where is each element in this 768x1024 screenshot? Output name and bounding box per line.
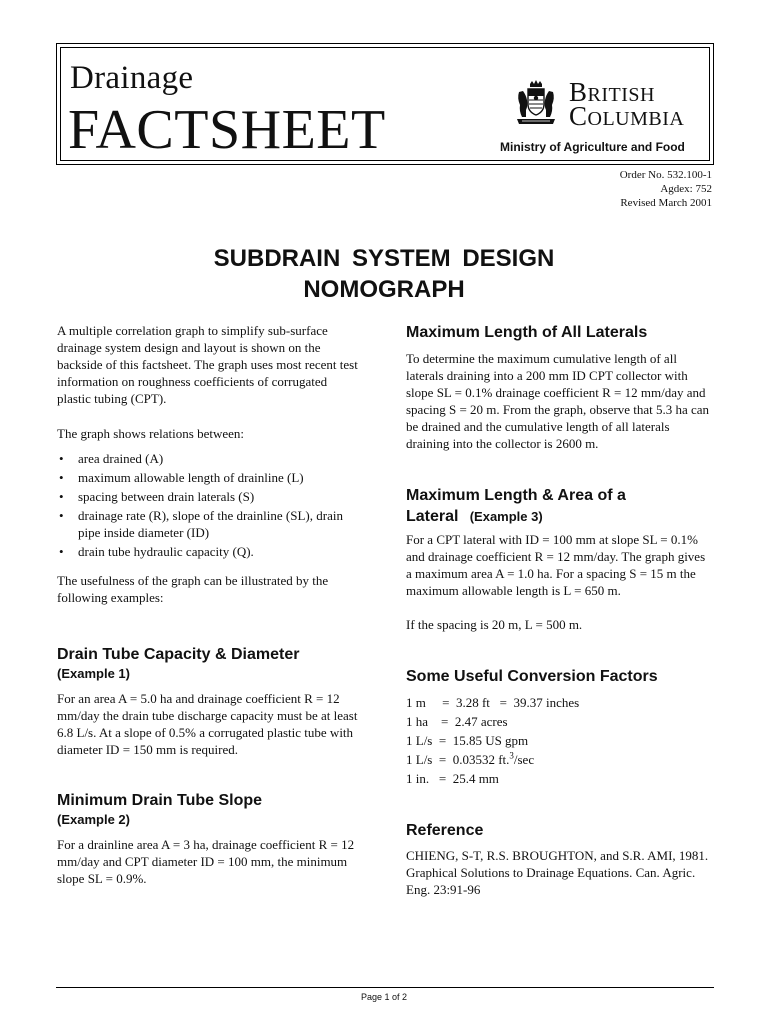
section-heading: Minimum Drain Tube Slope [57, 792, 263, 809]
footer-rule [56, 987, 714, 988]
section-heading: Reference [406, 822, 484, 839]
section-heading: Maximum Length of All Laterals [406, 324, 648, 341]
usefulness-paragraph: The usefulness of the graph can be illustrated by the following examples: [57, 573, 329, 605]
revised-date: Revised March 2001 [620, 197, 712, 209]
bc-wordmark [569, 77, 685, 131]
list-item: • spacing between drain laterals (S) [57, 488, 360, 505]
conversion-row: 1 L/s = 15.85 US gpm [406, 733, 529, 748]
conversion-table [406, 693, 711, 788]
page-number: Page 1 of 2 [360, 992, 408, 1002]
bc-line-columbia: COLUMBIA [569, 101, 685, 131]
order-info [620, 168, 712, 210]
title-line-1: SUBDRAIN SYSTEM DESIGN [213, 245, 555, 272]
document-title [0, 243, 768, 305]
header-box [56, 43, 714, 165]
section-body: For a CPT lateral with ID = 100 mm at slope SL = 0.1% and drainage coefficient R = 12 mm/day. The graph gives a maximum area A = 1.0 ha. For a spacing S = 15 m the maximum allowable length is L = 650 m. [406, 532, 706, 598]
reference-text: CHIENG, S-T, R.S. BROUGHTON, and S.R. AMI, 1981. Graphical Solutions to Drainage Equations. Can. Agric. Eng. 23:91-96 [406, 848, 709, 897]
bc-line-british: BRITISH [569, 77, 655, 107]
example-label: (Example 3) [469, 509, 543, 524]
conversion-row: 1 m = 3.28 ft = 39.37 inches [406, 695, 580, 710]
title-line-2: NOMOGRAPH [303, 276, 465, 303]
relations-intro: The graph shows relations between: [57, 426, 245, 441]
intro-paragraph: A multiple correlation graph to simplify sub-surface drainage system design and layout is shown on the backside of this factsheet. The graph uses most recent test information on roughness coefficients of corrugated plastic tubing (CPT). [57, 323, 358, 406]
section-heading-line-2: Lateral (Example 3) [406, 508, 543, 525]
example-label: (Example 2) [57, 812, 130, 827]
example-label: (Example 1) [57, 666, 130, 681]
conversion-row: 1 ha = 2.47 acres [406, 714, 508, 729]
list-item: • drainage rate (R), slope of the drainline (SL), drain pipe inside diameter (ID) [57, 507, 360, 541]
section-heading: Some Useful Conversion Factors [406, 668, 658, 685]
ministry-name: Ministry of Agriculture and Food [500, 140, 685, 154]
list-item: • area drained (A) [57, 450, 360, 467]
conversion-row: 1 in. = 25.4 mm [406, 771, 499, 786]
bc-coat-of-arms-icon [513, 80, 559, 126]
section-body: To determine the maximum cumulative length of all laterals draining into a 200 mm ID CPT collector with slope SL = 0.1% drainage coefficient R = 12 mm/day and spacing S = 20 m. From the graph, observe that 5.3 ha can be drained and the cumulative length of all laterals draining into the collector is 2600 m. [406, 351, 710, 451]
relations-list [57, 450, 360, 560]
conversion-row: 1 L/s = 0.03532 ft.$^3$/sec [406, 750, 535, 767]
right-column [406, 322, 711, 898]
left-column [57, 322, 360, 887]
section-body: For a drainline area A = 3 ha, drainage coefficient R = 12 mm/day and CPT diameter ID = 100 mm, the minimum slope SL = 0.9%. [57, 837, 355, 886]
agdex: Agdex: 752 [660, 183, 712, 195]
section-heading: Drain Tube Capacity & Diameter [57, 646, 300, 663]
list-item: • drain tube hydraulic capacity (Q). [57, 543, 360, 560]
list-item: • maximum allowable length of drainline (L) [57, 469, 360, 486]
series-title: Drainage [70, 60, 194, 96]
header-inner-frame [60, 47, 710, 161]
section-heading: Maximum Length & Area of a [406, 487, 626, 504]
doc-type-title: FACTSHEET [68, 99, 386, 161]
section-body-2: If the spacing is 20 m, L = 500 m. [406, 617, 583, 632]
section-body: For an area A = 5.0 ha and drainage coefficient R = 12 mm/day the drain tube discharge capacity must be at least 6.8 L/s. At a slope of 0.5% a corrugated plastic tube with diameter ID = 150 mm is required. [57, 691, 358, 757]
order-number: Order No. 532.100-1 [619, 169, 712, 181]
